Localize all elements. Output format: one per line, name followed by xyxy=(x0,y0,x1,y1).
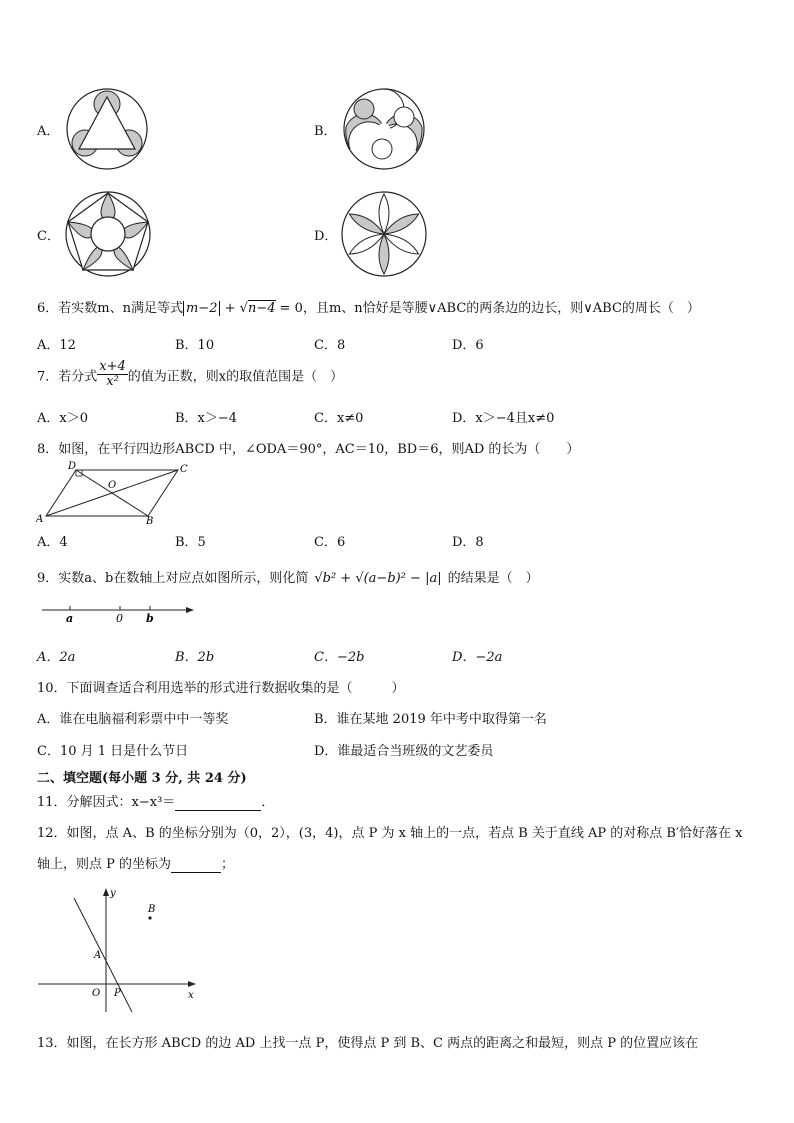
section-2-title: 二、填空题(每小题 3 分, 共 24 分) xyxy=(37,771,247,786)
point-a-label: A xyxy=(94,950,102,961)
question-8-stem: 8．如图，在平行四边形ABCD 中，∠ODA＝90°，AC＝10，BD＝6，则AD 的长为（ ） xyxy=(37,442,580,457)
q10-option-d: D．谁最适合当班级的文艺委员 xyxy=(314,744,494,759)
q9-option-c: C．−2b xyxy=(314,650,365,665)
option-b-label: B． xyxy=(314,124,337,139)
q6-option-d: D．6 xyxy=(452,338,484,353)
question-9-stem: 9．实数a、b在数轴上对应点如图所示，则化简 √b² + √(a−b)² − |a| 的结果是（ ） xyxy=(37,571,539,586)
q7-option-b: B．x＞−4 xyxy=(175,411,238,426)
question-7-stem: 7．若分式 $\frac{x+4}{\text{x²}}$ 的值为正数，则x的取值范围是（ ） xyxy=(37,359,344,390)
q10-option-c: C．10 月 1 日是什么节日 xyxy=(37,744,189,759)
option-a-label: A． xyxy=(37,124,60,139)
label-a: A xyxy=(36,514,44,525)
q6-option-a: A．12 xyxy=(37,338,76,353)
question-10-stem: 10．下面调查适合利用选举的形式进行数据收集的是（ ） xyxy=(37,681,405,696)
figure-option-a xyxy=(65,87,149,171)
q8-option-a: A．4 xyxy=(37,535,68,550)
q7-option-d: D．x＞−4且x≠0 xyxy=(452,411,555,426)
question-12-line1: 12．如图，点 A、B 的坐标分别为（0，2），(3，4)，点 P 为 x 轴上的一点，若点 B 关于直线 AP 的对称点 B′恰好落在 x xyxy=(37,826,743,841)
q6-option-b: B．10 xyxy=(175,338,215,353)
q7-option-c: C．x≠0 xyxy=(314,411,364,426)
question-11-stem: 11．分解因式：x−x³＝ ． xyxy=(37,795,275,810)
axis-label-a: a xyxy=(66,612,74,625)
origin-label: O xyxy=(92,988,101,999)
q9-option-d: D．−2a xyxy=(452,650,503,665)
figure-option-d xyxy=(340,190,428,278)
number-line-figure xyxy=(40,600,196,626)
coordinate-figure xyxy=(36,884,200,1016)
radical-expression: √b² + √(a−b)² − |a| xyxy=(314,571,442,586)
point-b-label: B xyxy=(148,904,156,915)
q8-option-d: D．8 xyxy=(452,535,484,550)
question-6-stem: 6．若实数m、n满足等式 m−2 + √n−4 = 0，且m、n恰好是等腰∨ABC的两条边的边长，则∨ABC的周长（ ） xyxy=(37,301,700,316)
parallelogram-figure xyxy=(36,460,198,526)
q8-option-b: B．5 xyxy=(175,535,206,550)
option-d-label: D． xyxy=(314,229,338,244)
abs-expression: m−2 xyxy=(183,301,221,316)
sqrt-expression: n−4 xyxy=(247,301,276,316)
q8-option-c: C．6 xyxy=(314,535,346,550)
question-12-line2: 轴上，则点 P 的坐标为 ； xyxy=(37,857,235,872)
q10-option-a: A．谁在电脑福利彩票中中一等奖 xyxy=(37,712,229,727)
answer-blank[interactable] xyxy=(171,857,221,873)
q10-option-b: B．谁在某地 2019 年中考中取得第一名 xyxy=(314,712,547,727)
q6-option-c: C．8 xyxy=(314,338,346,353)
q9-option-b: B．2b xyxy=(175,650,215,665)
q7-option-a: A．x＞0 xyxy=(37,411,88,426)
option-c-label: C． xyxy=(37,229,60,244)
axis-label-x: x xyxy=(188,990,194,1001)
label-d: D xyxy=(68,461,77,472)
fraction: $\frac{x+4}{\text{x²}}$ xyxy=(99,359,126,390)
label-o: O xyxy=(108,480,117,491)
axis-label-0: 0 xyxy=(116,612,123,625)
figure-option-b xyxy=(342,87,426,171)
axis-label-b: b xyxy=(146,612,154,625)
point-p-label: P xyxy=(114,988,121,999)
label-b: B xyxy=(146,516,154,526)
question-13-stem: 13．如图，在长方形 ABCD 的边 AD 上找一点 P，使得点 P 到 B、C 两点的距离之和最短，则点 P 的位置应该在 xyxy=(37,1036,699,1051)
q9-option-a: A．2a xyxy=(37,650,76,665)
answer-blank[interactable] xyxy=(175,795,261,811)
label-c: C xyxy=(180,464,188,475)
figure-option-c xyxy=(64,190,152,278)
axis-label-y: y xyxy=(110,888,116,899)
